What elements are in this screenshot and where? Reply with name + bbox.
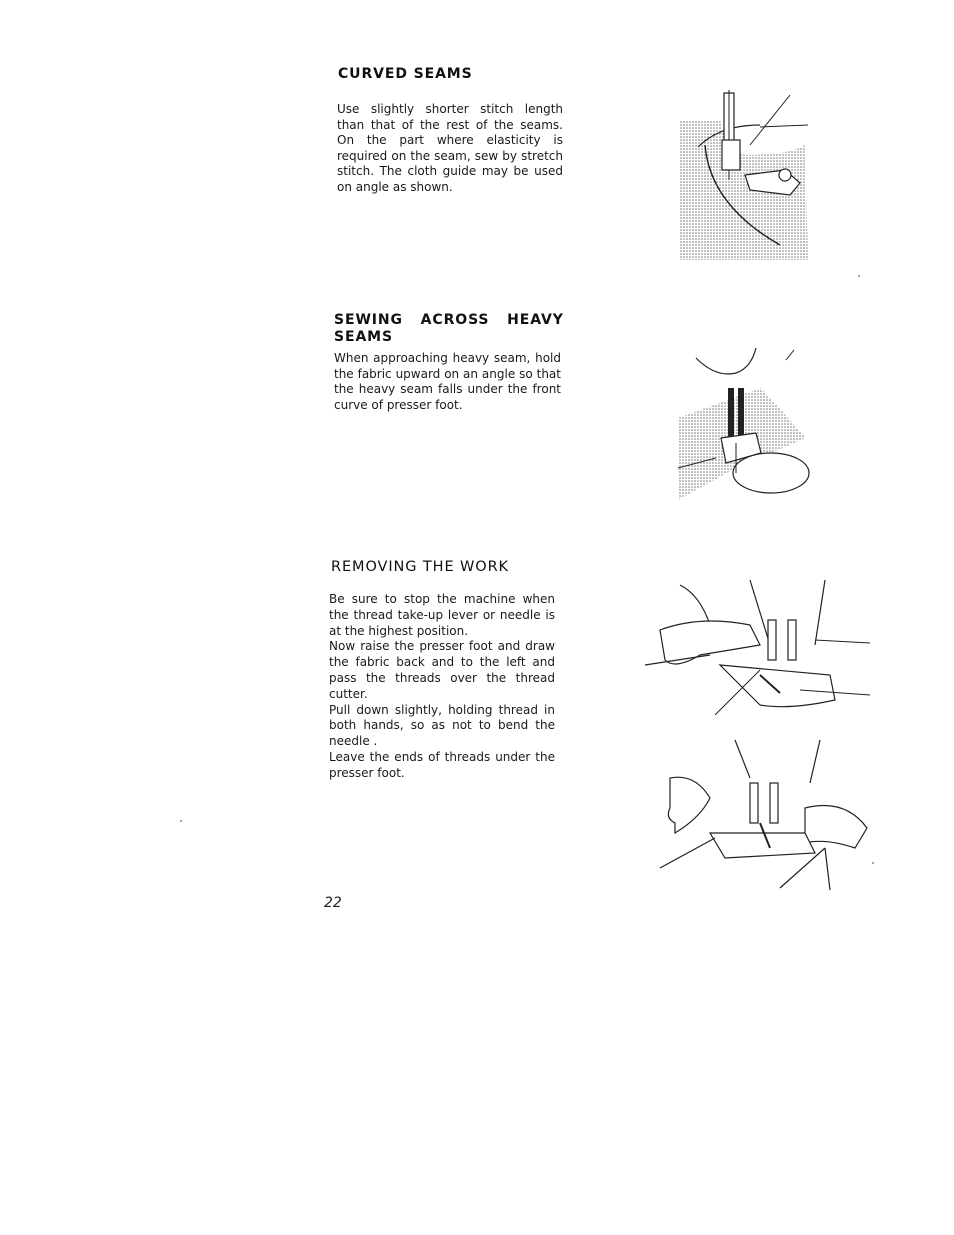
removing-work-illustration-bottom	[655, 738, 870, 893]
section-heading-heavy-seams: SEWING ACROSS HEAVY SEAMS	[334, 312, 564, 345]
heavy-seam-illustration	[676, 348, 811, 500]
section-body-curved-seams	[337, 102, 563, 196]
paragraph: Now raise the presser foot and draw the fabric back and to the left and pass the threads over the thread cutter.	[329, 639, 555, 701]
section-body-removing-work	[329, 592, 555, 782]
scan-speck	[180, 820, 182, 822]
paragraph: Be sure to stop the machine when the thread take-up lever or needle is at the highest position.	[329, 592, 555, 638]
section-heading-removing-work: REMOVING THE WORK	[331, 559, 509, 575]
scan-speck	[872, 862, 874, 864]
section-heading-curved-seams: CURVED SEAMS	[338, 66, 473, 82]
paragraph: Leave the ends of threads under the presser foot.	[329, 749, 555, 780]
curved-seam-illustration	[650, 85, 810, 260]
section-body-heavy-seams	[334, 351, 561, 413]
page-number: 22	[324, 895, 342, 911]
paragraph: Pull down slightly, holding thread in both hands, so as not to bend the needle .	[329, 702, 555, 749]
paragraph: When approaching heavy seam, hold the fabric upward on an angle so that the heavy seam falls under the front curve of presser foot.	[334, 351, 561, 412]
removing-work-illustration-top	[640, 575, 880, 720]
scan-speck	[858, 275, 860, 277]
paragraph: Use slightly shorter stitch length than that of the rest of the seams. On the part where elasticity is required on the seam, sew by stretch stitch. The cloth guide may be used on angle as shown.	[337, 102, 563, 194]
